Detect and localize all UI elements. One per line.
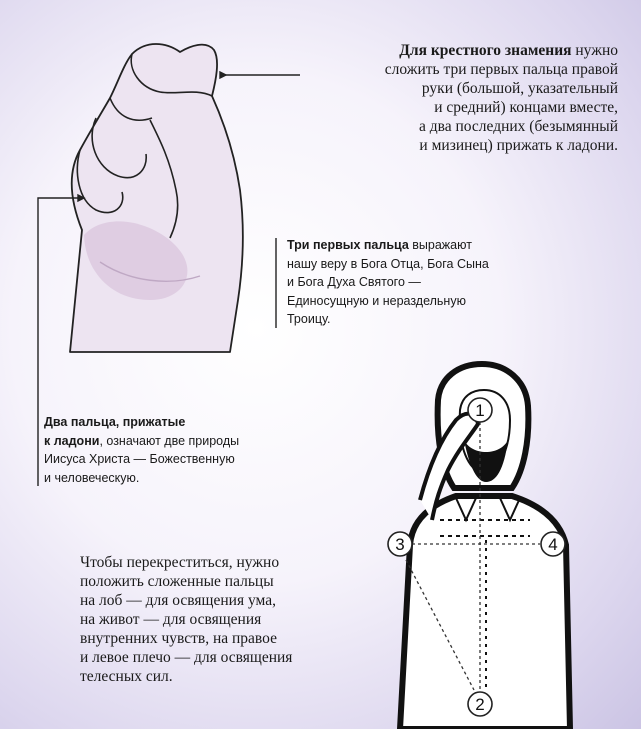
step-number-4: 4 (548, 535, 558, 554)
step-number-3: 3 (395, 535, 405, 554)
hand-outline (70, 44, 243, 352)
three-fingers-text: Три первых пальца выражают нашу веру в Бога Отца, Бога Сына и Бога Духа Святого — Единосущную и нераздельную Троицу. (287, 238, 489, 326)
two-fingers-text: Два пальца, прижатые к ладони, означают две природы Иисуса Христа — Божественную и человеческую. (44, 413, 294, 487)
step-number-2: 2 (475, 695, 485, 714)
two-fingers-bold-2: к ладони (44, 433, 100, 448)
two-fingers-bold-1: Два пальца, прижатые (44, 415, 186, 429)
intro-text: Для крестного знамения нужно сложить три первых пальца правой руки (большой, указательный и средний) концами вместе, а два последних (безымянный и мизинец) прижать к ладони. (384, 42, 618, 154)
step-number-1: 1 (475, 401, 485, 420)
how-to-text: Чтобы перекреститься, нужно положить сложенные пальцы на лоб — для освящения ума, на живот — для освящения внутренних чувств, на правое и левое плечо — для освящения телесных сил. (80, 554, 293, 685)
hand-illustration (70, 44, 243, 352)
intro-bold: Для крестного знамения (399, 42, 572, 59)
three-fingers-bold: Три первых пальца (287, 238, 409, 252)
